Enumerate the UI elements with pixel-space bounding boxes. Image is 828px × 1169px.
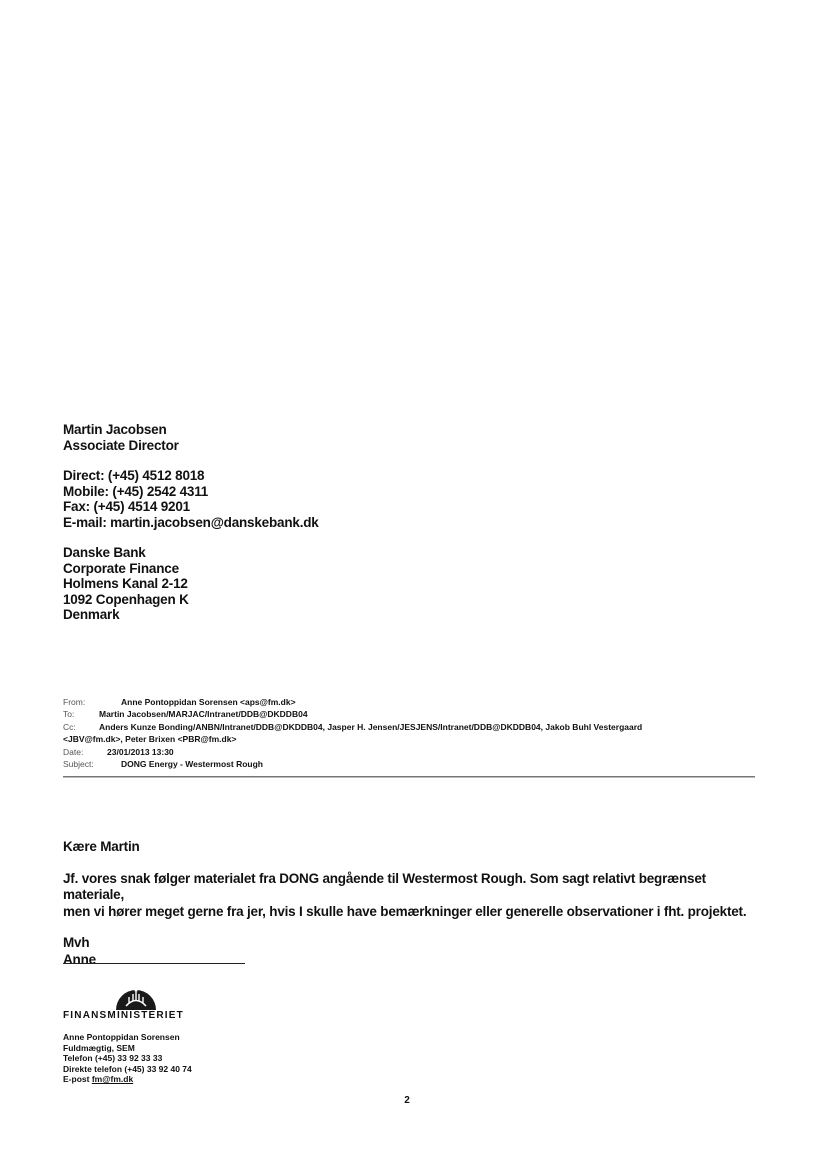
signature-department: Corporate Finance (63, 560, 179, 576)
message-paragraph-line1: Jf. vores snak følger materialet fra DONG angående til Westermost Rough. Som sagt relativt begrænset materiale, (63, 870, 706, 902)
message-body (63, 839, 763, 968)
cc-value: Anders Kunze Bonding/ANBN/Intranet/DDB@DKDDB04, Jasper H. Jensen/JESJENS/Intranet/DDB@DKDDB04, Jakob Buhl Vestergaard (99, 721, 643, 732)
to-label: To: (63, 709, 75, 720)
header-date-row (63, 746, 642, 758)
signature-line (63, 963, 245, 964)
signature-country: Denmark (63, 607, 120, 622)
signature-mobile: Mobile: (+45) 2542 4311 (63, 483, 209, 499)
ministry-wordmark: FINANSMINISTERIET (63, 1010, 184, 1021)
signature-direct: Direct: (+45) 4512 8018 (63, 468, 205, 483)
date-label: Date: (63, 746, 84, 757)
from-value: Anne Pontoppidan Sorensen <aps@fm.dk> (121, 697, 296, 707)
signature-fax: Fax: (+45) 4514 9201 (63, 499, 190, 514)
crown-icon (112, 981, 160, 1011)
message-greeting: Kære Martin (63, 839, 140, 854)
ministry-person: Anne Pontoppidan Sorensen (63, 1032, 180, 1042)
signature-city: 1092 Copenhagen K (63, 591, 189, 607)
header-to-row (63, 708, 642, 720)
subject-value: DONG Energy - Westermost Rough (121, 759, 263, 770)
signature-email: E-mail: martin.jacobsen@danskebank.dk (63, 514, 319, 530)
email-header (63, 696, 642, 770)
message-sender: Anne (63, 951, 96, 967)
ministry-email-label: E-post (63, 1074, 90, 1085)
from-label: From: (63, 697, 86, 707)
signature-street: Holmens Kanal 2-12 (63, 576, 188, 591)
signature-name: Martin Jacobsen (63, 422, 167, 437)
ministry-email-link[interactable]: fm@fm.dk (91, 1074, 134, 1085)
signature-company: Danske Bank (63, 545, 146, 560)
cc-label: Cc: (63, 721, 76, 732)
header-divider (63, 776, 755, 778)
ministry-email-row (63, 1074, 192, 1085)
header-from-row (63, 696, 642, 708)
sender-signature-block (63, 422, 319, 623)
ministry-role: Fuldmægtig, SEM (63, 1042, 135, 1053)
ministry-contact-block (63, 1032, 192, 1085)
message-closing: Mvh (63, 935, 90, 950)
subject-label: Subject: (63, 759, 94, 770)
page-number: 2 (404, 1095, 410, 1106)
header-cc-row (63, 721, 642, 733)
message-paragraph-line2: men vi hører meget gerne fra jer, hvis I skulle have bemærkninger eller generelle observationer i fht. projektet. (63, 903, 747, 919)
ministry-direct-phone: Direkte telefon (+45) 33 92 40 74 (63, 1063, 192, 1074)
ministry-phone: Telefon (+45) 33 92 33 33 (63, 1053, 163, 1064)
cc-continuation: <JBV@fm.dk>, Peter Brixen <PBR@fm.dk> (63, 734, 237, 745)
header-subject-row (63, 758, 642, 770)
to-value: Martin Jacobsen/MARJAC/Intranet/DDB@DKDDB04 (99, 709, 308, 720)
signature-title: Associate Director (63, 437, 179, 453)
date-value: 23/01/2013 13:30 (107, 746, 174, 757)
